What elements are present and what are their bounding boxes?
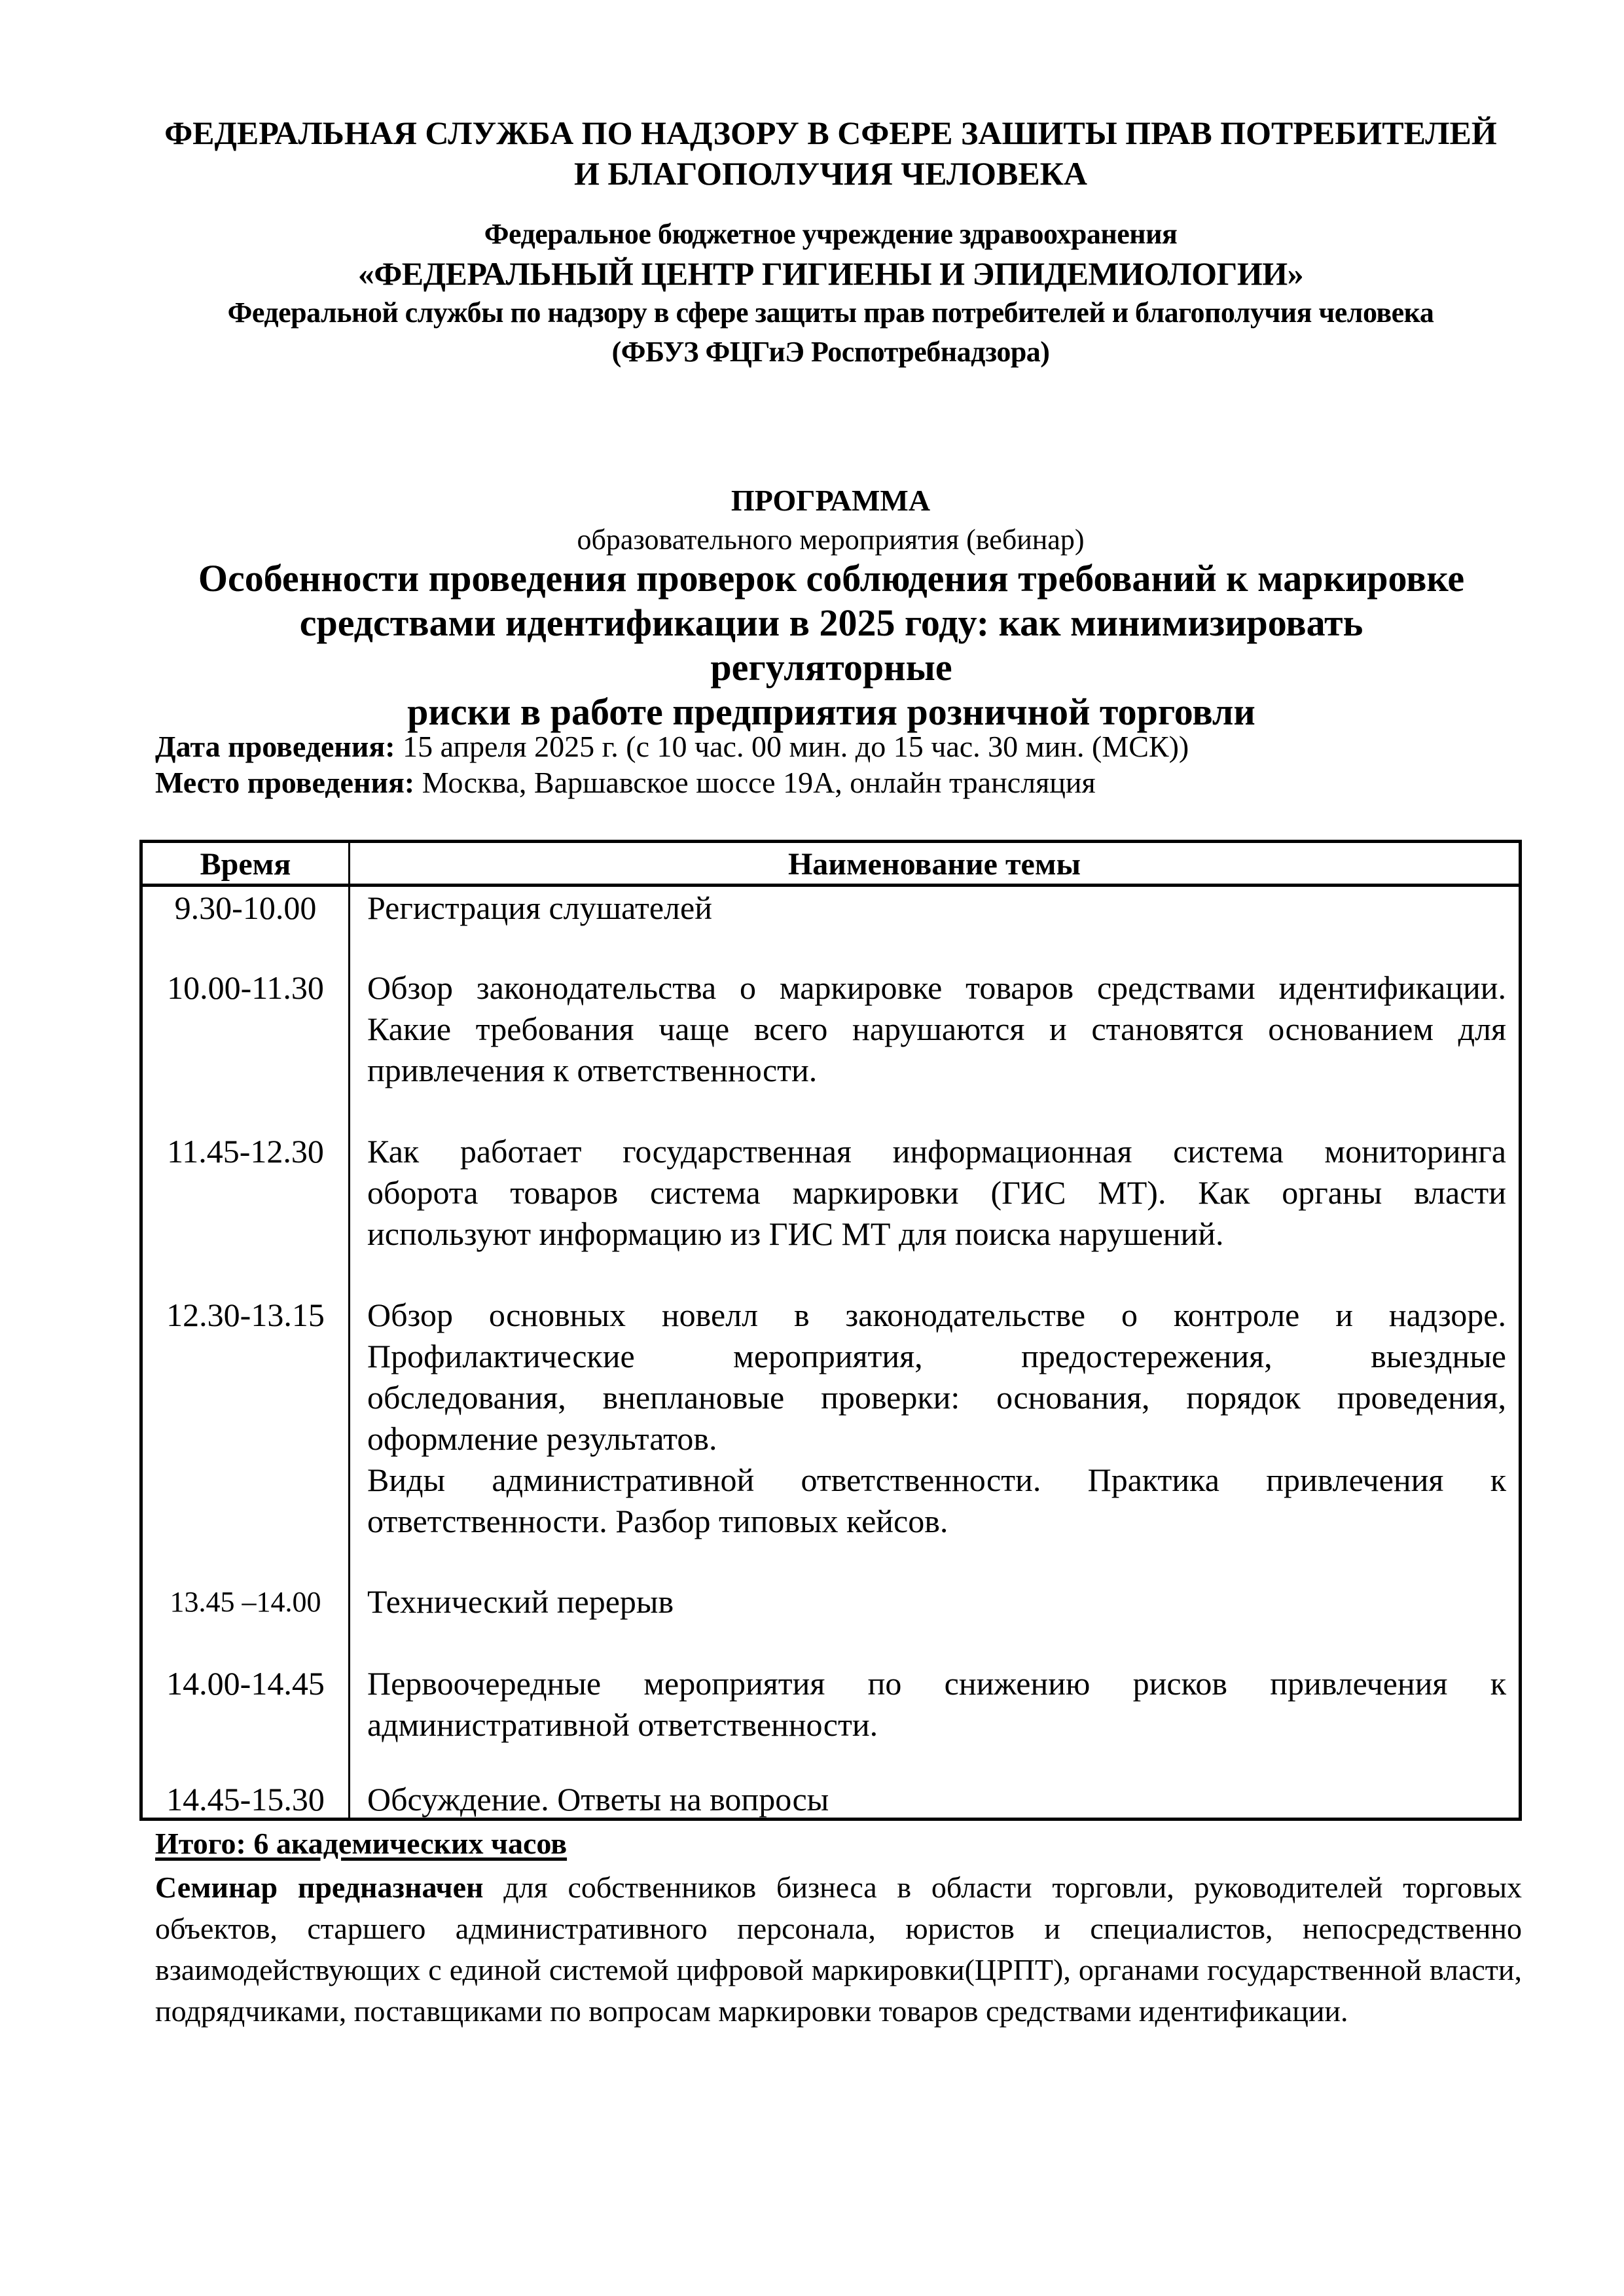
topic-line: оформление результатов. (367, 1420, 717, 1457)
topic-line: административной ответственности. (367, 1706, 878, 1743)
topic-line: оборота товаров система маркировки (ГИС МТ). Как органы власти (367, 1174, 1506, 1211)
event-date (155, 728, 1189, 765)
agency-name-line2: И БЛАГОПОЛУЧИЯ ЧЕЛОВЕКА (573, 155, 1088, 192)
topic-line: обследования, внеплановые проверки: основания, порядок проведения, (367, 1379, 1506, 1416)
institution-parent: Федеральной службы по надзору в сфере защиты прав потребителей и благополучия человека (227, 296, 1434, 329)
audience-label: Семинар предназначен (155, 1871, 484, 1904)
audience-description (155, 1867, 1522, 2032)
topic-line: Как работает государственная информационная система мониторинга (367, 1133, 1506, 1170)
topic-line: Виды административной ответственности. Практика привлечения к (367, 1462, 1506, 1498)
program-heading: ПРОГРАММА (731, 484, 931, 517)
institution-type: Федеральное бюджетное учреждение здравоохранения (484, 218, 1178, 250)
agency-name-line1: ФЕДЕРАЛЬНАЯ СЛУЖБА ПО НАДЗОРУ В СФЕРЕ ЗАШИТЫ ПРАВ ПОТРЕБИТЕЛЕЙ (164, 115, 1497, 151)
row-topic (367, 1131, 1506, 1255)
program-title-line1: Особенности проведения проверок соблюдения требований к маркировке (198, 557, 1465, 600)
header-divider (143, 884, 1519, 887)
row-time: 9.30-10.00 (174, 889, 317, 926)
column-divider (348, 843, 350, 1818)
agency-name (139, 113, 1522, 194)
institution-abbrev: (ФБУЗ ФЦГиЭ Роспотребнадзора) (611, 336, 1050, 368)
topic-line: Первоочередные мероприятия по снижению рисков привлечения к (367, 1665, 1506, 1702)
event-place-value: Москва, Варшавское шоссе 19А, онлайн трансляция (414, 766, 1096, 799)
row-time: 13.45 –14.00 (170, 1586, 321, 1618)
row-topic (367, 1663, 1506, 1746)
topic-line: Обзор основных новелл в законодательстве о контроле и надзоре. (367, 1297, 1506, 1333)
program-title-line3: риски в работе предприятия розничной торговли (407, 691, 1255, 733)
institution-block (139, 215, 1522, 372)
row-topic (367, 1581, 1506, 1623)
row-time: 14.00-14.45 (166, 1665, 325, 1702)
row-topic (367, 1779, 1506, 1820)
institution-name: «ФЕДЕРАЛЬНЫЙ ЦЕНТР ГИГИЕНЫ И ЭПИДЕМИОЛОГИИ» (357, 255, 1304, 292)
topic-line: Обсуждение. Ответы на вопросы (367, 1781, 829, 1818)
column-header-topic: Наименование темы (787, 847, 1081, 882)
topic-line: Регистрация слушателей (367, 889, 712, 926)
row-time: 11.45-12.30 (167, 1133, 324, 1170)
event-place (155, 764, 1096, 801)
topic-line: Какие требования чаще всего нарушаются и становятся основанием для (367, 1011, 1506, 1047)
row-time: 10.00-11.30 (167, 969, 324, 1006)
row-time: 14.45-15.30 (166, 1781, 325, 1818)
program-title-line2: средствами идентификации в 2025 году: как минимизировать регуляторные (299, 601, 1363, 689)
topic-line: Технический перерыв (367, 1583, 674, 1620)
total-hours: Итого: 6 академических часов (155, 1827, 568, 1860)
audience-text: для собственников бизнеса в области торговли, руководителей торговых объектов, старшего административного персонала, юристов и специалистов, непосредственно взаимодействующих с единой системой цифровой маркировки(ЦРПТ), органами государственной власти, подрядчиками, поставщиками по вопросам маркировки товаров средствами идентификации. (155, 1871, 1522, 2028)
column-header-time: Время (200, 847, 291, 882)
topic-line: ответственности. Разбор типовых кейсов. (367, 1503, 948, 1539)
topic-line: Профилактические мероприятия, предостережения, выездные (367, 1338, 1506, 1374)
event-place-label: Место проведения: (155, 766, 415, 799)
event-date-label: Дата проведения: (155, 730, 395, 763)
topic-line: используют информацию из ГИС МТ для поиска нарушений. (367, 1215, 1224, 1252)
row-topic (367, 1295, 1506, 1542)
row-topic (367, 888, 1506, 929)
event-date-value: 15 апреля 2025 г. (с 10 час. 00 мин. до 15 час. 30 мин. (МСК)) (395, 730, 1189, 763)
row-time: 12.30-13.15 (166, 1297, 325, 1333)
row-topic (367, 967, 1506, 1091)
topic-line: привлечения к ответственности. (367, 1052, 818, 1088)
schedule-table (139, 840, 1522, 1821)
program-title (196, 556, 1466, 734)
program-subheading: образовательного мероприятия (вебинар) (577, 524, 1085, 556)
topic-line: Обзор законодательства о маркировке товаров средствами идентификации. (367, 969, 1506, 1006)
